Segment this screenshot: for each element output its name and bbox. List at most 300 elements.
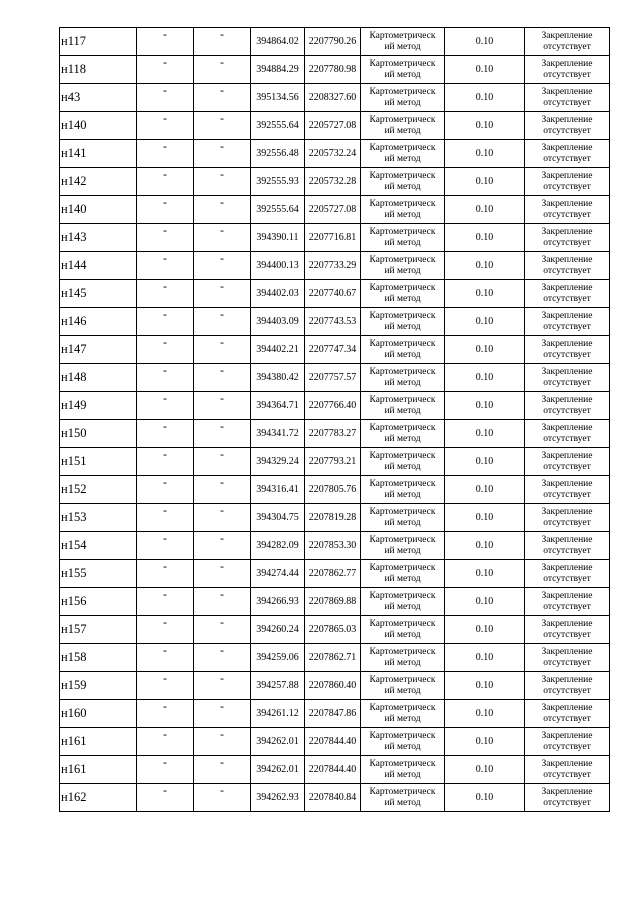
coord-x-cell: 394864.02 (251, 28, 305, 56)
table-row (60, 756, 610, 784)
fixing-cell (525, 784, 610, 812)
fixing-cell (525, 588, 610, 616)
old-x-cell: - (137, 532, 194, 560)
old-y-cell: - (194, 28, 251, 56)
coord-x-cell: 394262.01 (251, 728, 305, 756)
fixing-cell (525, 756, 610, 784)
precision-cell: 0.10 (445, 140, 525, 168)
old-y-cell: - (194, 532, 251, 560)
point-name-cell: н151 (60, 448, 137, 476)
fixing-cell (525, 84, 610, 112)
method-cell (361, 728, 445, 756)
old-x-cell: - (137, 420, 194, 448)
precision-cell: 0.10 (445, 560, 525, 588)
point-name-cell: н150 (60, 420, 137, 448)
coord-x-cell: 394316.41 (251, 476, 305, 504)
old-x-cell: - (137, 112, 194, 140)
table-row (60, 28, 610, 56)
old-y-cell: - (194, 336, 251, 364)
old-x-cell: - (137, 336, 194, 364)
precision-cell: 0.10 (445, 644, 525, 672)
method-cell-line: ий метод (384, 713, 421, 724)
fixing-cell-line: отсутствует (543, 741, 591, 752)
table-row (60, 392, 610, 420)
coord-x-cell: 394282.09 (251, 532, 305, 560)
fixing-cell-line: Закрепление (541, 786, 593, 797)
method-cell-line: Картометрическ (369, 338, 436, 349)
coord-y-cell: 2207783.27 (305, 420, 361, 448)
old-x-cell: - (137, 28, 194, 56)
method-cell-line: Картометрическ (369, 310, 436, 321)
coord-y-cell: 2207865.03 (305, 616, 361, 644)
old-x-cell: - (137, 168, 194, 196)
fixing-cell-line: Закрепление (541, 282, 593, 293)
fixing-cell (525, 336, 610, 364)
fixing-cell-line: Закрепление (541, 758, 593, 769)
old-y-cell: - (194, 392, 251, 420)
method-cell-line: ий метод (384, 629, 421, 640)
fixing-cell-line: Закрепление (541, 338, 593, 349)
old-y-cell: - (194, 504, 251, 532)
fixing-cell (525, 168, 610, 196)
method-cell-line: ий метод (384, 237, 421, 248)
method-cell-line: Картометрическ (369, 674, 436, 685)
old-x-cell: - (137, 756, 194, 784)
point-name-cell: н161 (60, 756, 137, 784)
method-cell (361, 252, 445, 280)
old-x-cell: - (137, 364, 194, 392)
old-y-cell: - (194, 588, 251, 616)
precision-cell: 0.10 (445, 28, 525, 56)
method-cell (361, 476, 445, 504)
fixing-cell-line: Закрепление (541, 366, 593, 377)
coord-y-cell: 2207793.21 (305, 448, 361, 476)
fixing-cell-line: Закрепление (541, 450, 593, 461)
fixing-cell-line: Закрепление (541, 394, 593, 405)
coord-y-cell: 2207862.77 (305, 560, 361, 588)
method-cell-line: Картометрическ (369, 590, 436, 601)
fixing-cell-line: Закрепление (541, 170, 593, 181)
point-name-cell: н161 (60, 728, 137, 756)
coord-x-cell: 394390.11 (251, 224, 305, 252)
point-name-cell: н147 (60, 336, 137, 364)
coord-y-cell: 2207716.81 (305, 224, 361, 252)
fixing-cell-line: Закрепление (541, 310, 593, 321)
method-cell-line: ий метод (384, 433, 421, 444)
coord-x-cell: 392555.93 (251, 168, 305, 196)
old-x-cell: - (137, 616, 194, 644)
fixing-cell-line: отсутствует (543, 181, 591, 192)
coord-y-cell: 2207790.26 (305, 28, 361, 56)
precision-cell: 0.10 (445, 56, 525, 84)
coord-y-cell: 2205732.24 (305, 140, 361, 168)
fixing-cell-line: отсутствует (543, 489, 591, 500)
fixing-cell-line: Закрепление (541, 254, 593, 265)
coord-y-cell: 2205732.28 (305, 168, 361, 196)
fixing-cell-line: отсутствует (543, 797, 591, 808)
precision-cell: 0.10 (445, 532, 525, 560)
old-y-cell: - (194, 728, 251, 756)
table-row (60, 616, 610, 644)
fixing-cell-line: отсутствует (543, 601, 591, 612)
fixing-cell-line: отсутствует (543, 657, 591, 668)
fixing-cell (525, 252, 610, 280)
method-cell (361, 56, 445, 84)
coord-y-cell: 2207853.30 (305, 532, 361, 560)
method-cell-line: ий метод (384, 125, 421, 136)
fixing-cell (525, 476, 610, 504)
old-x-cell: - (137, 700, 194, 728)
old-x-cell: - (137, 308, 194, 336)
coord-x-cell: 394261.12 (251, 700, 305, 728)
point-name-cell: н117 (60, 28, 137, 56)
method-cell (361, 364, 445, 392)
old-y-cell: - (194, 672, 251, 700)
point-name-cell: н140 (60, 196, 137, 224)
coord-y-cell: 2207805.76 (305, 476, 361, 504)
fixing-cell-line: отсутствует (543, 433, 591, 444)
fixing-cell (525, 364, 610, 392)
old-y-cell: - (194, 84, 251, 112)
point-name-cell: н142 (60, 168, 137, 196)
coord-y-cell: 2207869.88 (305, 588, 361, 616)
old-x-cell: - (137, 448, 194, 476)
coord-y-cell: 2207819.28 (305, 504, 361, 532)
method-cell-line: ий метод (384, 41, 421, 52)
fixing-cell-line: отсутствует (543, 321, 591, 332)
method-cell (361, 560, 445, 588)
coord-x-cell: 394884.29 (251, 56, 305, 84)
table-row (60, 448, 610, 476)
old-x-cell: - (137, 476, 194, 504)
table-row (60, 196, 610, 224)
method-cell (361, 672, 445, 700)
point-name-cell: н160 (60, 700, 137, 728)
point-name-cell: н149 (60, 392, 137, 420)
fixing-cell-line: Закрепление (541, 618, 593, 629)
table-row (60, 728, 610, 756)
coord-x-cell: 394380.42 (251, 364, 305, 392)
table-row (60, 644, 610, 672)
table-row (60, 140, 610, 168)
precision-cell: 0.10 (445, 280, 525, 308)
coord-x-cell: 394403.09 (251, 308, 305, 336)
point-name-cell: н146 (60, 308, 137, 336)
precision-cell: 0.10 (445, 756, 525, 784)
fixing-cell-line: отсутствует (543, 349, 591, 360)
method-cell (361, 196, 445, 224)
method-cell-line: Картометрическ (369, 702, 436, 713)
fixing-cell-line: отсутствует (543, 377, 591, 388)
method-cell-line: ий метод (384, 69, 421, 80)
fixing-cell-line: Закрепление (541, 702, 593, 713)
table-row (60, 168, 610, 196)
table-row (60, 420, 610, 448)
old-y-cell: - (194, 140, 251, 168)
precision-cell: 0.10 (445, 364, 525, 392)
method-cell-line: ий метод (384, 153, 421, 164)
coord-y-cell: 2207740.67 (305, 280, 361, 308)
fixing-cell-line: отсутствует (543, 517, 591, 528)
precision-cell: 0.10 (445, 504, 525, 532)
fixing-cell-line: Закрепление (541, 674, 593, 685)
method-cell-line: ий метод (384, 293, 421, 304)
old-y-cell: - (194, 756, 251, 784)
coord-y-cell: 2207844.40 (305, 728, 361, 756)
method-cell (361, 336, 445, 364)
coord-x-cell: 394259.06 (251, 644, 305, 672)
coord-y-cell: 2207757.57 (305, 364, 361, 392)
point-name-cell: н156 (60, 588, 137, 616)
old-y-cell: - (194, 560, 251, 588)
table-row (60, 84, 610, 112)
method-cell-line: Картометрическ (369, 394, 436, 405)
coord-x-cell: 394262.93 (251, 784, 305, 812)
point-name-cell: н158 (60, 644, 137, 672)
fixing-cell (525, 392, 610, 420)
coord-y-cell: 2207860.40 (305, 672, 361, 700)
precision-cell: 0.10 (445, 728, 525, 756)
old-x-cell: - (137, 392, 194, 420)
fixing-cell-line: отсутствует (543, 461, 591, 472)
method-cell-line: ий метод (384, 321, 421, 332)
method-cell-line: Картометрическ (369, 58, 436, 69)
fixing-cell (525, 196, 610, 224)
method-cell-line: ий метод (384, 461, 421, 472)
method-cell-line: Картометрическ (369, 618, 436, 629)
old-x-cell: - (137, 140, 194, 168)
fixing-cell (525, 616, 610, 644)
method-cell-line: ий метод (384, 517, 421, 528)
fixing-cell-line: Закрепление (541, 590, 593, 601)
method-cell (361, 28, 445, 56)
fixing-cell-line: отсутствует (543, 41, 591, 52)
coord-x-cell: 394304.75 (251, 504, 305, 532)
table-row (60, 364, 610, 392)
coord-y-cell: 2207840.84 (305, 784, 361, 812)
fixing-cell-line: отсутствует (543, 209, 591, 220)
method-cell-line: Картометрическ (369, 366, 436, 377)
fixing-cell-line: Закрепление (541, 422, 593, 433)
old-y-cell: - (194, 308, 251, 336)
point-name-cell: н144 (60, 252, 137, 280)
fixing-cell-line: отсутствует (543, 237, 591, 248)
method-cell (361, 224, 445, 252)
old-x-cell: - (137, 84, 194, 112)
fixing-cell-line: Закрепление (541, 478, 593, 489)
method-cell-line: Картометрическ (369, 86, 436, 97)
fixing-cell (525, 448, 610, 476)
coord-x-cell: 394329.24 (251, 448, 305, 476)
coord-y-cell: 2205727.08 (305, 112, 361, 140)
precision-cell: 0.10 (445, 308, 525, 336)
table-row (60, 56, 610, 84)
method-cell (361, 784, 445, 812)
coord-x-cell: 394364.71 (251, 392, 305, 420)
fixing-cell (525, 644, 610, 672)
old-y-cell: - (194, 252, 251, 280)
method-cell-line: Картометрическ (369, 786, 436, 797)
old-x-cell: - (137, 728, 194, 756)
method-cell-line: ий метод (384, 265, 421, 276)
point-name-cell: н143 (60, 224, 137, 252)
old-y-cell: - (194, 616, 251, 644)
table-row (60, 700, 610, 728)
coord-x-cell: 394257.88 (251, 672, 305, 700)
fixing-cell-line: Закрепление (541, 562, 593, 573)
fixing-cell-line: отсутствует (543, 713, 591, 724)
method-cell (361, 392, 445, 420)
table-row (60, 308, 610, 336)
old-y-cell: - (194, 280, 251, 308)
table-row (60, 112, 610, 140)
precision-cell: 0.10 (445, 168, 525, 196)
fixing-cell-line: отсутствует (543, 629, 591, 640)
method-cell (361, 84, 445, 112)
method-cell-line: ий метод (384, 545, 421, 556)
method-cell-line: ий метод (384, 797, 421, 808)
old-x-cell: - (137, 588, 194, 616)
method-cell (361, 532, 445, 560)
coord-y-cell: 2207847.86 (305, 700, 361, 728)
method-cell (361, 140, 445, 168)
method-cell-line: ий метод (384, 377, 421, 388)
table-row (60, 784, 610, 812)
old-y-cell: - (194, 224, 251, 252)
fixing-cell (525, 28, 610, 56)
fixing-cell-line: Закрепление (541, 646, 593, 657)
method-cell (361, 504, 445, 532)
method-cell-line: Картометрическ (369, 450, 436, 461)
fixing-cell-line: Закрепление (541, 114, 593, 125)
old-y-cell: - (194, 784, 251, 812)
fixing-cell-line: Закрепление (541, 198, 593, 209)
fixing-cell (525, 560, 610, 588)
precision-cell: 0.10 (445, 196, 525, 224)
boundary-points-table (59, 27, 610, 812)
coord-y-cell: 2207733.29 (305, 252, 361, 280)
coord-y-cell: 2207747.34 (305, 336, 361, 364)
table-row (60, 336, 610, 364)
precision-cell: 0.10 (445, 420, 525, 448)
fixing-cell-line: Закрепление (541, 534, 593, 545)
point-name-cell: н159 (60, 672, 137, 700)
coord-y-cell: 2207780.98 (305, 56, 361, 84)
fixing-cell (525, 532, 610, 560)
fixing-cell-line: отсутствует (543, 769, 591, 780)
coord-x-cell: 395134.56 (251, 84, 305, 112)
coord-y-cell: 2205727.08 (305, 196, 361, 224)
precision-cell: 0.10 (445, 112, 525, 140)
fixing-cell-line: отсутствует (543, 69, 591, 80)
point-name-cell: н118 (60, 56, 137, 84)
method-cell-line: Картометрическ (369, 30, 436, 41)
method-cell-line: ий метод (384, 349, 421, 360)
method-cell-line: Картометрическ (369, 198, 436, 209)
point-name-cell: н140 (60, 112, 137, 140)
old-y-cell: - (194, 168, 251, 196)
method-cell-line: Картометрическ (369, 170, 436, 181)
table-row (60, 504, 610, 532)
fixing-cell-line: отсутствует (543, 685, 591, 696)
old-y-cell: - (194, 476, 251, 504)
method-cell-line: ий метод (384, 489, 421, 500)
fixing-cell (525, 308, 610, 336)
fixing-cell (525, 112, 610, 140)
old-x-cell: - (137, 196, 194, 224)
coord-y-cell: 2207862.71 (305, 644, 361, 672)
precision-cell: 0.10 (445, 392, 525, 420)
method-cell-line: Картометрическ (369, 534, 436, 545)
coord-x-cell: 394262.01 (251, 756, 305, 784)
old-x-cell: - (137, 672, 194, 700)
fixing-cell-line: отсутствует (543, 573, 591, 584)
precision-cell: 0.10 (445, 84, 525, 112)
method-cell-line: Картометрическ (369, 478, 436, 489)
fixing-cell-line: Закрепление (541, 30, 593, 41)
method-cell (361, 616, 445, 644)
fixing-cell-line: Закрепление (541, 506, 593, 517)
fixing-cell (525, 420, 610, 448)
old-x-cell: - (137, 252, 194, 280)
fixing-cell (525, 728, 610, 756)
point-name-cell: н162 (60, 784, 137, 812)
precision-cell: 0.10 (445, 616, 525, 644)
coord-x-cell: 394266.93 (251, 588, 305, 616)
old-y-cell: - (194, 700, 251, 728)
old-y-cell: - (194, 644, 251, 672)
method-cell-line: Картометрическ (369, 254, 436, 265)
method-cell-line: Картометрическ (369, 758, 436, 769)
fixing-cell-line: Закрепление (541, 86, 593, 97)
point-name-cell: н145 (60, 280, 137, 308)
old-x-cell: - (137, 280, 194, 308)
precision-cell: 0.10 (445, 252, 525, 280)
method-cell (361, 700, 445, 728)
method-cell-line: ий метод (384, 573, 421, 584)
fixing-cell-line: Закрепление (541, 226, 593, 237)
method-cell-line: ий метод (384, 657, 421, 668)
point-name-cell: н154 (60, 532, 137, 560)
table-row (60, 588, 610, 616)
old-y-cell: - (194, 420, 251, 448)
coord-x-cell: 392555.64 (251, 196, 305, 224)
method-cell-line: ий метод (384, 741, 421, 752)
point-name-cell: н148 (60, 364, 137, 392)
method-cell (361, 756, 445, 784)
method-cell-line: Картометрическ (369, 506, 436, 517)
table-body (60, 28, 610, 812)
method-cell-line: ий метод (384, 685, 421, 696)
method-cell-line: Картометрическ (369, 142, 436, 153)
table-row (60, 224, 610, 252)
old-y-cell: - (194, 448, 251, 476)
point-name-cell: н152 (60, 476, 137, 504)
fixing-cell (525, 504, 610, 532)
old-x-cell: - (137, 56, 194, 84)
method-cell-line: Картометрическ (369, 114, 436, 125)
document-page (59, 27, 610, 812)
method-cell (361, 644, 445, 672)
precision-cell: 0.10 (445, 672, 525, 700)
old-x-cell: - (137, 224, 194, 252)
coord-x-cell: 394402.21 (251, 336, 305, 364)
old-x-cell: - (137, 644, 194, 672)
precision-cell: 0.10 (445, 336, 525, 364)
old-x-cell: - (137, 504, 194, 532)
fixing-cell (525, 224, 610, 252)
fixing-cell-line: Закрепление (541, 730, 593, 741)
